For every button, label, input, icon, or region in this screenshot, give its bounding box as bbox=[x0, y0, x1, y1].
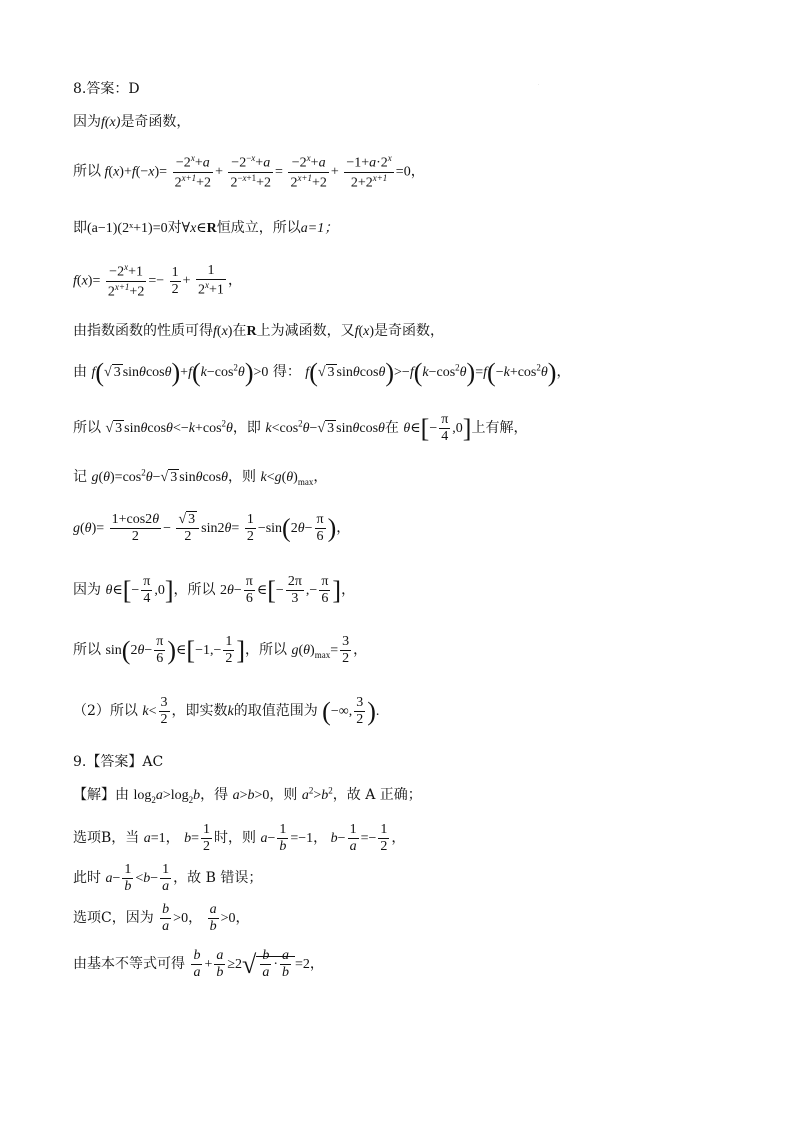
fraction: $\frac{a}{b}$ bbox=[282, 948, 289, 981]
text: 上为减函数，又 bbox=[256, 323, 355, 339]
fraction: $\frac{-2^x+a}{2^{x+1}+2}$ bbox=[290, 153, 327, 191]
text: 时，则 bbox=[214, 829, 257, 846]
fraction: $\frac{1}{b}$ bbox=[124, 862, 132, 895]
fraction: $\frac{1+\cos 2\theta}{2}$ bbox=[111, 512, 160, 545]
q9-line-option-c: 选项C，因为 $\frac{b}{a}$ >0， $\frac{a}{b}$ >0， bbox=[73, 902, 250, 935]
text: ，则 bbox=[228, 469, 257, 485]
fraction: $\frac{\pi}{6}$ bbox=[316, 512, 324, 545]
fraction: $\frac{b}{a}$ bbox=[162, 902, 170, 935]
text: 选项B，当 bbox=[73, 829, 140, 846]
text: 所以 bbox=[73, 419, 101, 436]
q8-line-sin-range: 所以 sin(2θ− $\frac{\pi}{6}$ )∈[−1,− $\frac{1}{2}$ ]，所以 $g(\theta)_{max}=$ $\frac{3}{2}$ ， bbox=[73, 634, 368, 667]
fraction: $\frac{b}{a}$ bbox=[193, 948, 201, 981]
fraction: $\frac{a}{b}$ bbox=[209, 902, 217, 935]
q9-line-option-a: 【解】由 $\log_2a>\log_2b$，得 a>b>0，则 $a^2>b^2$，故 A 正确； bbox=[73, 785, 422, 805]
q8-line-decreasing: 由指数函数的性质可得f(x)在R上为减函数，又f(x)是奇函数， bbox=[73, 323, 445, 339]
fraction: $\frac{\pi}{6}$ bbox=[245, 574, 253, 607]
text: 恒成立，所以 bbox=[216, 220, 301, 236]
text: 由基本不等式可得 bbox=[73, 955, 185, 972]
fraction: $\frac{1}{2}$ bbox=[203, 822, 211, 855]
text: 此时 bbox=[73, 869, 101, 886]
q8-line-define-g: 记 $g(\theta)=\cos^2\theta-√$ 3 sinθcosθ，则 $k<g(\theta)_{max}$， bbox=[73, 467, 328, 487]
text: 得： bbox=[272, 364, 301, 381]
q8-line-inequality: 由 f(√ 3 $\sin\theta\cos\theta)+f(k-\cos^2\theta)>0$ 得： f(√ 3 $\sin\theta\cos\theta)>-f(k-\cos^2\theta)=f(-k+\cos^2\theta)$， bbox=[73, 358, 571, 387]
text: 即 bbox=[73, 220, 87, 236]
math-k: k bbox=[227, 703, 234, 719]
text: ，则 bbox=[269, 787, 298, 803]
q8-title bbox=[73, 78, 140, 98]
text: 【解】由 bbox=[73, 787, 129, 803]
text: ，得 bbox=[200, 787, 229, 803]
text: 在 bbox=[384, 419, 399, 436]
q8-line-conclusion: （2）所以 k< $\frac{3}{2}$ ，即实数k的取值范围为 (−∞, $\frac{3}{2}$ ). bbox=[73, 695, 380, 728]
text: 的取值范围为 bbox=[233, 702, 318, 719]
text: 所以 bbox=[73, 641, 101, 658]
text: 记 bbox=[73, 469, 87, 485]
fraction: $\frac{1}{2}$ bbox=[225, 634, 233, 667]
q9-title-text: 9.【答案】AC bbox=[73, 754, 164, 770]
text: 是奇函数， bbox=[120, 114, 191, 130]
text: 上有解， bbox=[471, 419, 528, 436]
q8-line-sum-zero: 所以 f(x)+f(−x)= $\frac{-2^x+a}{2^{x+1}+2}$ + $\frac{-2^{-x}+a}{2^{-x+1}+2}$ = $\frac{-2^x+a}{2^{x+1}+2}$ + $\frac{-1+a\cdot 2^x}{2+2^{x+1}}$ =0， bbox=[73, 153, 425, 191]
fraction: $\frac{\pi}{6}$ bbox=[156, 634, 164, 667]
fraction: $\frac{\pi}{4}$ bbox=[441, 412, 449, 445]
fraction: $\frac{1}{2^x+1}$ bbox=[198, 263, 224, 299]
text: ，所以 bbox=[245, 641, 288, 658]
text: 所以 bbox=[73, 163, 101, 180]
fraction: $\frac{1}{2}$ bbox=[380, 822, 388, 855]
fraction: $\frac{-2^x+a}{2^{x+1}+2}$ bbox=[174, 153, 212, 191]
q8-line-a-equals-1: 即(a−1)(2ˣ+1)=0对∀x∈R恒成立，所以a=1； bbox=[73, 220, 339, 236]
text: 因为 bbox=[73, 581, 101, 598]
fraction: $\frac{√ 3}{2}$ bbox=[176, 512, 199, 545]
q8-line-fx-formula: f(x)= $\frac{-2^x+1}{2^{x+1}+2}$ =− $\frac{1}{2}$ + $\frac{1}{2^x+1}$ ， bbox=[73, 262, 242, 300]
fraction: $\frac{-2^x+1}{2^{x+1}+2}$ bbox=[107, 262, 145, 300]
fraction: $\frac{2\pi}{3}$ bbox=[287, 574, 302, 607]
math-expr: (a−1)(2ˣ+1)=0 bbox=[87, 221, 168, 236]
fraction: $\frac{b}{a}$ bbox=[262, 948, 270, 981]
text: ， bbox=[165, 829, 180, 846]
text: 选项C，因为 bbox=[73, 909, 154, 926]
q8-line-g-simplify: g(θ)= $\frac{1+\cos 2\theta}{2}$ − $\frac{√ 3}{2}$ sin2θ= $\frac{1}{2}$ −sin(2θ− $\frac{\pi}{6}$ )， bbox=[73, 512, 351, 545]
q8-line-odd-function bbox=[73, 111, 190, 131]
fraction: $\frac{\pi}{6}$ bbox=[321, 574, 329, 607]
fraction: $\frac{\pi}{4}$ bbox=[143, 574, 151, 607]
math-fx: f(x) bbox=[101, 115, 121, 130]
text: ，故 A 正确； bbox=[332, 787, 422, 803]
set-R: R bbox=[246, 324, 257, 339]
q8-title-text: 8.答案：D bbox=[73, 81, 140, 97]
fraction: $\frac{3}{2}$ bbox=[160, 695, 168, 728]
q9-line-am-gm: 由基本不等式可得 $\frac{b}{a}$ + $\frac{a}{b}$ ≥2√ $\frac{b}{a}$ · $\frac{a}{b}$ =2， bbox=[73, 948, 324, 981]
math-a1: a=1； bbox=[300, 221, 339, 236]
q9-title bbox=[73, 751, 163, 771]
scan-speck: · bbox=[538, 82, 540, 87]
fraction: $\frac{-2^{-x}+a}{2^{-x+1}+2}$ bbox=[230, 153, 272, 191]
fraction: $\frac{1}{2}$ bbox=[246, 512, 254, 545]
text: 在 bbox=[232, 323, 247, 339]
text: ，即 bbox=[232, 419, 261, 436]
q8-line-theta-range: 因为 θ∈[− $\frac{\pi}{4}$ ,0]，所以 2θ− $\frac{\pi}{6}$ ∈[− $\frac{2\pi}{3}$ ,− $\frac{\pi}{6}$ ]， bbox=[73, 574, 356, 607]
text: 由指数函数的性质可得 bbox=[73, 323, 213, 339]
text: （2）所以 bbox=[73, 702, 138, 719]
text: ，即实数 bbox=[171, 702, 228, 719]
text: 因为 bbox=[73, 114, 101, 130]
fraction: $\frac{a}{b}$ bbox=[216, 948, 224, 981]
text: 由 bbox=[73, 364, 87, 381]
q8-line-k-bound: 所以 √ 3 $\sin\theta\cos\theta<-k+\cos^2\theta$，即 $k<\cos^2\theta-√$ 3 sinθcosθ在 θ∈[− $\frac{\pi}{4}$ ,0]上有解， bbox=[73, 412, 528, 445]
fraction: $\frac{3}{2}$ bbox=[356, 695, 364, 728]
fraction: $\frac{-1+a\cdot 2^x}{2+2^{x+1}}$ bbox=[346, 153, 392, 191]
fraction: $\frac{1}{a}$ bbox=[349, 822, 357, 855]
q9-line-option-b: 选项B，当 a=1， b= $\frac{1}{2}$ 时，则 a− $\frac{1}{b}$ =−1， b− $\frac{1}{a}$ =− $\frac{1}{2}$ ， bbox=[73, 822, 406, 855]
fraction: $\frac{1}{2}$ bbox=[171, 264, 179, 297]
text: ，故 B 错误； bbox=[173, 869, 263, 886]
q9-line-b-wrong: 此时 a− $\frac{1}{b}$ <b− $\frac{1}{a}$ ，故 B 错误； bbox=[73, 862, 263, 895]
text: 对 bbox=[167, 220, 182, 236]
fraction: $\frac{1}{a}$ bbox=[162, 862, 170, 895]
fraction: $\frac{3}{2}$ bbox=[342, 634, 350, 667]
text: 是奇函数， bbox=[374, 323, 445, 339]
fraction: $\frac{1}{b}$ bbox=[279, 822, 287, 855]
text: ，所以 bbox=[173, 581, 216, 598]
